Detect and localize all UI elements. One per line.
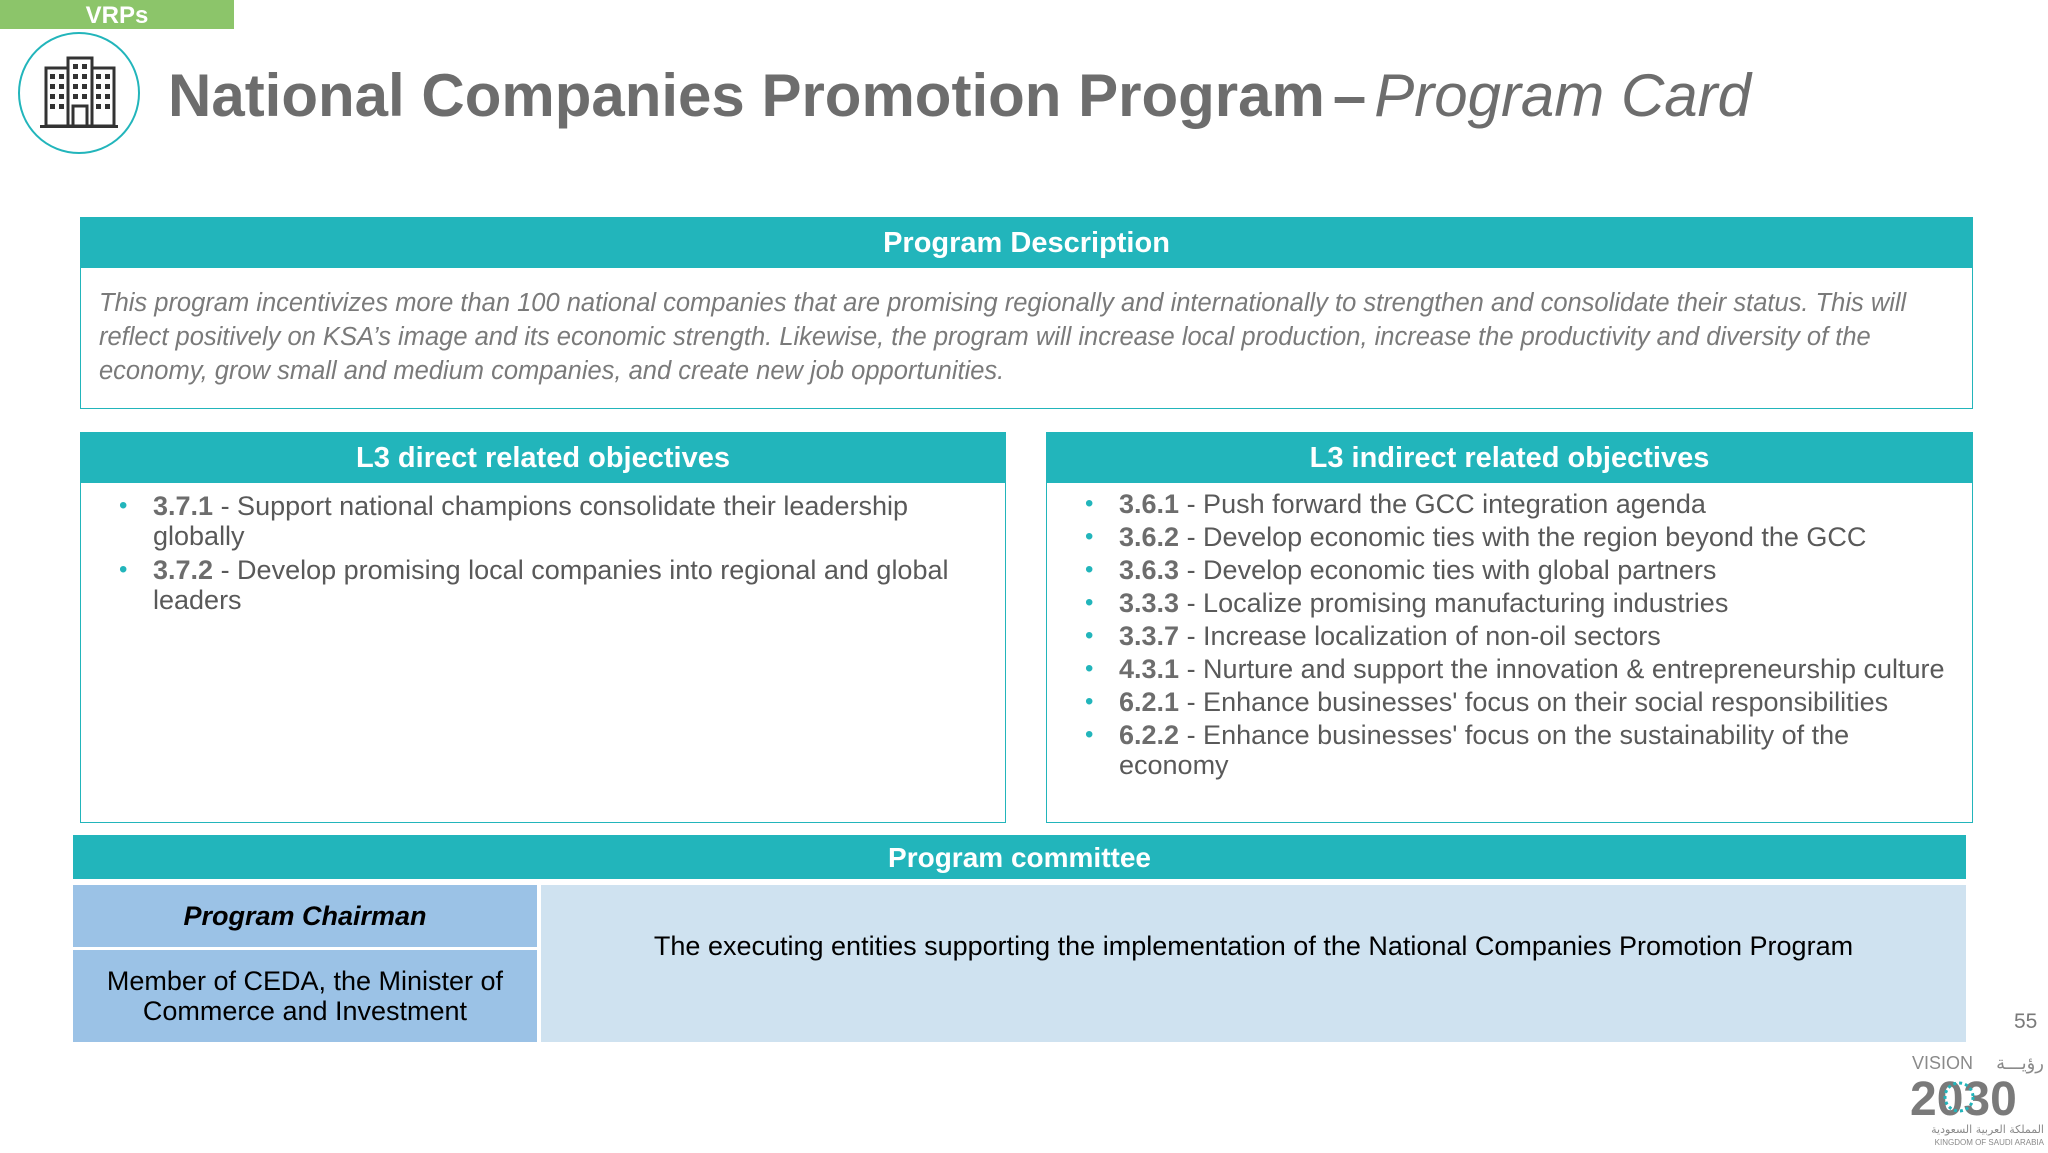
- objective-code: 6.2.2: [1119, 720, 1180, 750]
- indirect-objectives-heading: L3 indirect related objectives: [1047, 433, 1972, 483]
- objective-text: - Develop economic ties with the region beyond the GCC: [1179, 522, 1867, 552]
- list-item: [1085, 654, 1952, 684]
- logo-vision-text: VISION: [1912, 1053, 1974, 1073]
- bullet-icon: •: [1085, 688, 1094, 715]
- program-description-text: This program incentivizes more than 100 national companies that are promising regionally and internationally to strengthen and consolidate their status. This will reflect positively on KSA’s image and its economic strength. Likewise, the program will increase local production, increase the productivity and diversity of the economy, grow small and medium companies, and create new job opportunities.: [99, 289, 1907, 385]
- program-chairman-label: Program Chairman: [73, 885, 537, 947]
- building-icon: [18, 32, 140, 154]
- objective-code: 3.6.2: [1119, 522, 1180, 552]
- bullet-icon: •: [1085, 490, 1094, 517]
- list-item: [1085, 555, 1952, 585]
- executing-entities-cell: The executing entities supporting the implementation of the National Companies Promotion Program: [541, 885, 1966, 1042]
- objective-code: 3.6.1: [1119, 489, 1180, 519]
- objective-code: 3.7.1: [153, 491, 214, 521]
- objective-text: - Increase localization of non-oil sectors: [1179, 621, 1661, 651]
- objective-text: - Nurture and support the innovation & entrepreneurship culture: [1179, 654, 1945, 684]
- building-icon-graphic: [36, 50, 122, 136]
- direct-objectives-list: [81, 483, 1005, 615]
- objective-code: 3.3.7: [1119, 621, 1180, 651]
- bullet-icon: •: [1085, 556, 1094, 583]
- vision-2030-logo: [1904, 1045, 2048, 1153]
- objective-text: - Support national champions consolidate their leadership globally: [153, 491, 908, 551]
- objective-text: - Enhance businesses' focus on the sustainability of the economy: [1119, 720, 1850, 780]
- page-number: 55: [2014, 1010, 2038, 1033]
- bullet-icon: •: [1085, 721, 1094, 748]
- list-item: [1085, 621, 1952, 651]
- logo-arabic-text: رؤيـــة: [1996, 1053, 2044, 1074]
- bullet-icon: •: [1085, 622, 1094, 649]
- bullet-icon: •: [119, 556, 128, 583]
- objective-text: - Push forward the GCC integration agenda: [1179, 489, 1706, 519]
- bullet-icon: •: [1085, 655, 1094, 682]
- indirect-objectives-list: [1047, 483, 1972, 780]
- list-item: [1085, 489, 1952, 519]
- direct-objectives-heading: L3 direct related objectives: [81, 433, 1005, 483]
- program-description-box: [80, 217, 1973, 409]
- program-committee-heading: Program committee: [73, 835, 1966, 879]
- logo-kingdom-english: KINGDOM OF SAUDI ARABIA: [1934, 1138, 2044, 1147]
- page-title: [168, 62, 1751, 129]
- list-item: [119, 555, 985, 615]
- list-item: [119, 491, 985, 551]
- direct-objectives-box: [80, 432, 1006, 823]
- page-title-main: National Companies Promotion Program: [168, 62, 1325, 129]
- objective-code: 3.3.3: [1119, 588, 1180, 618]
- bullet-icon: •: [1085, 589, 1094, 616]
- objective-text: - Localize promising manufacturing industries: [1179, 588, 1729, 618]
- page-title-subtitle: Program Card: [1374, 62, 1751, 129]
- vrps-tag: VRPs: [0, 0, 234, 29]
- indirect-objectives-box: [1046, 432, 1973, 823]
- logo-kingdom-arabic: المملكة العربية السعودية: [1931, 1123, 2044, 1136]
- list-item: [1085, 687, 1952, 717]
- objective-code: 3.7.2: [153, 555, 214, 585]
- list-item: [1085, 588, 1952, 618]
- bullet-icon: •: [119, 492, 128, 519]
- objective-text: - Develop economic ties with global partners: [1179, 555, 1717, 585]
- objective-text: - Enhance businesses' focus on their social responsibilities: [1179, 687, 1889, 717]
- objective-text: - Develop promising local companies into regional and global leaders: [153, 555, 949, 615]
- objective-code: 4.3.1: [1119, 654, 1180, 684]
- program-chairman-value: Member of CEDA, the Minister of Commerce and Investment: [73, 950, 537, 1042]
- list-item: [1085, 522, 1952, 552]
- list-item: [1085, 720, 1952, 780]
- bullet-icon: •: [1085, 523, 1094, 550]
- objective-code: 3.6.3: [1119, 555, 1180, 585]
- logo-year-text: 2030: [1910, 1073, 2017, 1126]
- page-title-dash: –: [1332, 62, 1367, 129]
- objective-code: 6.2.1: [1119, 687, 1180, 717]
- program-description-heading: Program Description: [81, 218, 1972, 268]
